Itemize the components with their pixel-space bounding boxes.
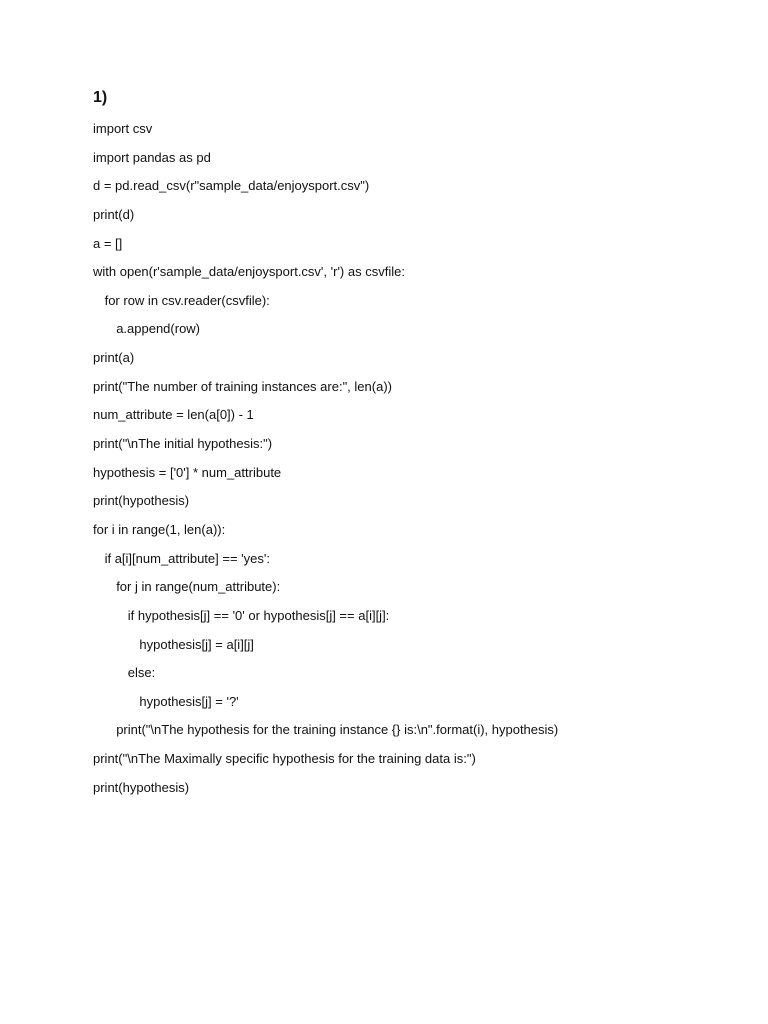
- code-line-text: print(hypothesis): [93, 779, 190, 795]
- code-line: [93, 121, 733, 150]
- code-line: [93, 178, 733, 207]
- code-line: [93, 637, 733, 666]
- code-line: [93, 379, 733, 408]
- code-line-text: hypothesis = ['0'] * num_attribute: [93, 464, 282, 480]
- code-line: [93, 751, 733, 780]
- code-line: [93, 465, 733, 494]
- code-line: [93, 350, 733, 379]
- code-line: [93, 407, 733, 436]
- code-line: [93, 436, 733, 465]
- code-line-text: if a[i][num_attribute] == 'yes':: [104, 550, 270, 566]
- section-number-heading: 1): [93, 89, 108, 106]
- code-line: [93, 551, 733, 580]
- code-line: [93, 608, 733, 637]
- code-line-text: for i in range(1, len(a)):: [93, 521, 226, 537]
- code-line-text: with open(r'sample_data/enjoysport.csv', 'r') as csvfile:: [93, 264, 405, 280]
- code-line: [93, 579, 733, 608]
- code-line-text: d = pd.read_csv(r"sample_data/enjoysport.csv"): [93, 178, 370, 194]
- code-line-text: a = []: [93, 235, 123, 251]
- code-line: [93, 293, 733, 322]
- code-line: [93, 264, 733, 293]
- code-line: [93, 722, 733, 751]
- code-line-text: print("\nThe hypothesis for the training instance {} is:\n".format(i), hypothesis): [116, 722, 559, 738]
- code-line-text: print(hypothesis): [93, 493, 190, 509]
- code-line-text: hypothesis[j] = a[i][j]: [139, 636, 254, 652]
- code-line-text: print("The number of training instances are:", len(a)): [93, 378, 392, 394]
- code-line-text: print("\nThe initial hypothesis:"): [93, 436, 273, 452]
- code-line-text: print(a): [93, 350, 135, 366]
- code-line: [93, 780, 733, 809]
- code-line-text: print("\nThe Maximally specific hypothesis for the training data is:"): [93, 751, 476, 767]
- code-line: [93, 236, 733, 265]
- code-line: [93, 522, 733, 551]
- code-line-text: for row in csv.reader(csvfile):: [104, 292, 270, 308]
- code-line: [93, 493, 733, 522]
- code-line: [93, 321, 733, 350]
- code-line-text: import csv: [93, 121, 153, 136]
- code-line-text: num_attribute = len(a[0]) - 1: [93, 407, 254, 423]
- code-line-text: else:: [127, 665, 156, 681]
- code-line-text: if hypothesis[j] == '0' or hypothesis[j] == a[i][j]:: [127, 607, 390, 623]
- code-line: [93, 150, 733, 179]
- code-line-text: print(d): [93, 206, 135, 222]
- code-line: [93, 694, 733, 723]
- code-line-text: a.append(row): [116, 321, 201, 337]
- code-line: [93, 665, 733, 694]
- code-line-text: hypothesis[j] = '?': [139, 693, 239, 709]
- code-line-text: for j in range(num_attribute):: [116, 579, 281, 595]
- code-line: [93, 207, 733, 236]
- code-line-text: import pandas as pd: [93, 149, 211, 165]
- code-block: [93, 121, 733, 808]
